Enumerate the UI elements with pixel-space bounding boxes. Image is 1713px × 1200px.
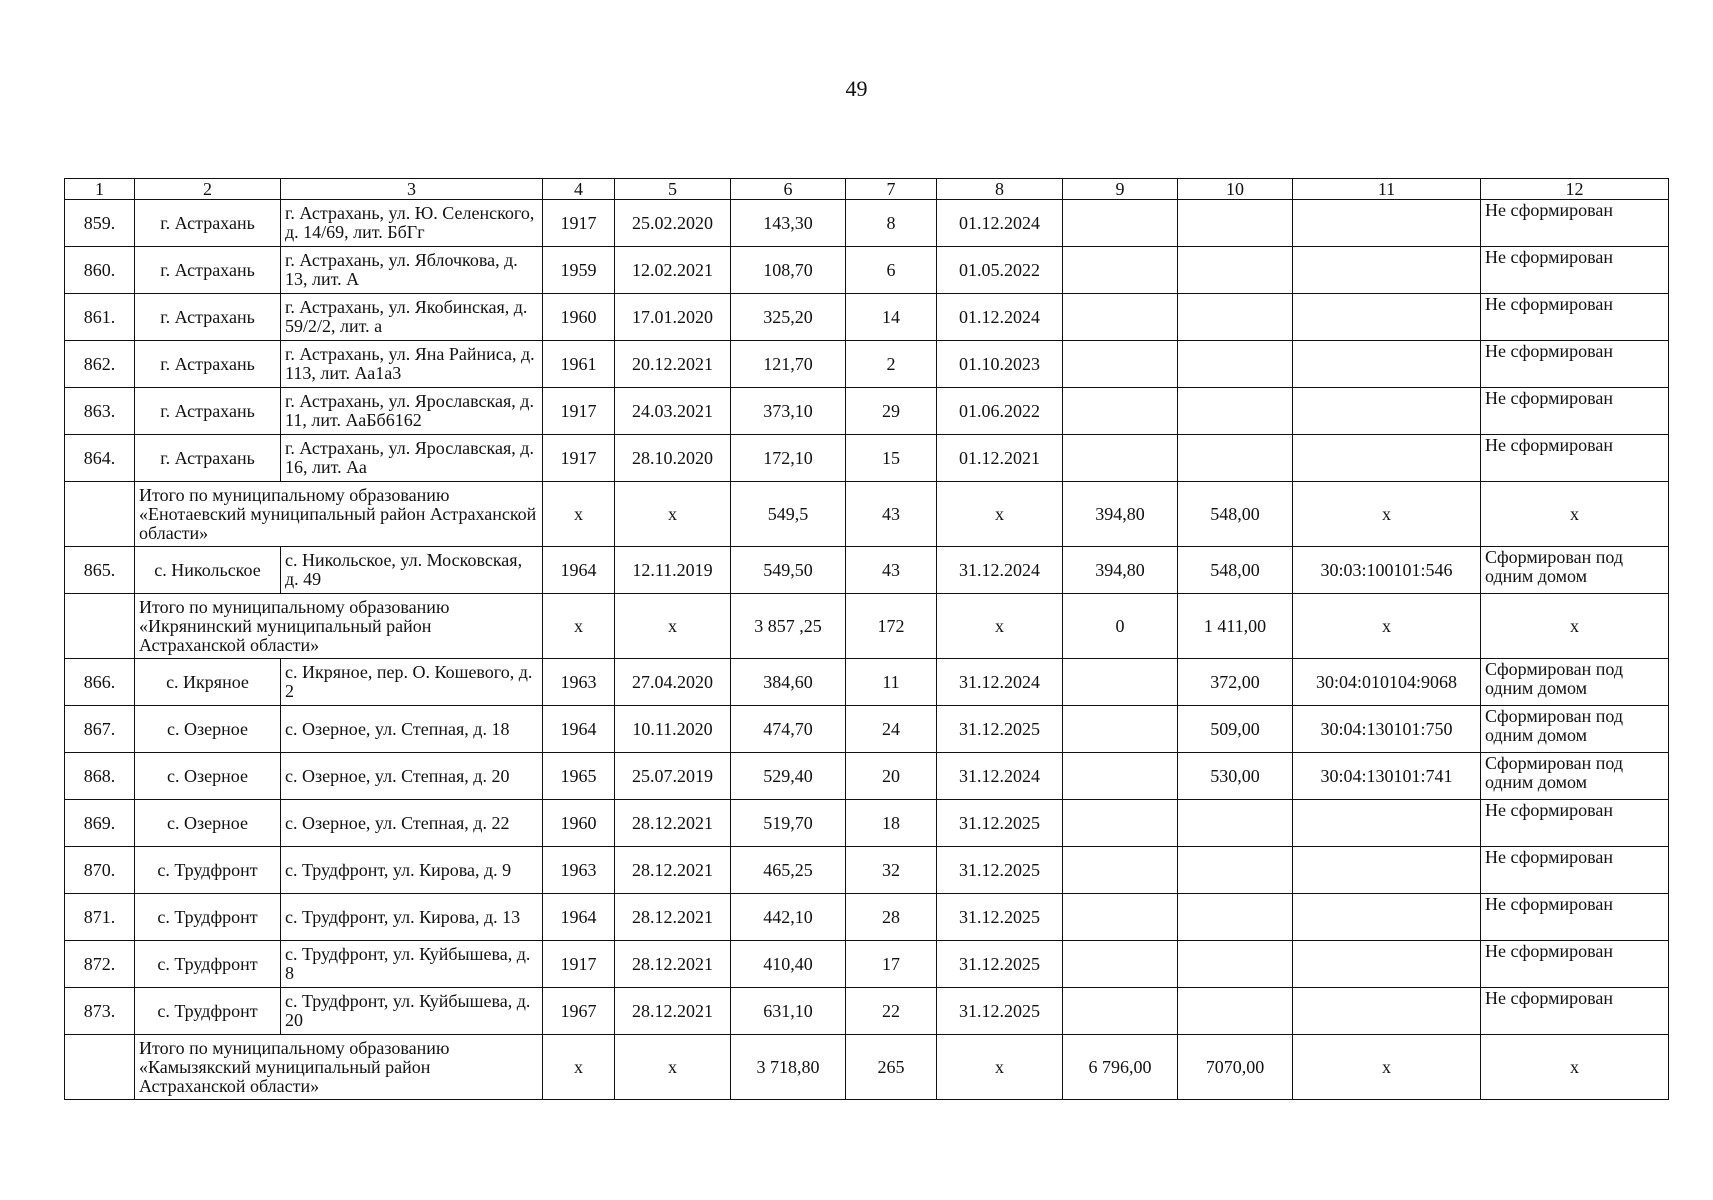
total-area: 143,30 (731, 200, 846, 247)
address: г. Астрахань, ул. Ярославская, д. 11, лит. АаБб6162 (281, 388, 543, 435)
total-area: 108,70 (731, 247, 846, 294)
settlement: с. Трудфронт (135, 988, 281, 1035)
survey-date: 25.02.2020 (615, 200, 731, 247)
address: с. Озерное, ул. Степная, д. 20 (281, 753, 543, 800)
column-header: 3 (281, 179, 543, 200)
row-number: 863. (65, 388, 135, 435)
subtotal-resettlement-date: х (937, 482, 1063, 547)
land-plot-status: Не сформирован (1481, 247, 1669, 294)
value-9: 394,80 (1063, 547, 1178, 594)
table-body (65, 200, 1669, 1100)
total-area: 549,50 (731, 547, 846, 594)
settlement: с. Икряное (135, 659, 281, 706)
value-9 (1063, 659, 1178, 706)
residents: 2 (846, 341, 937, 388)
column-header: 2 (135, 179, 281, 200)
column-header: 8 (937, 179, 1063, 200)
year-built: 1917 (543, 941, 615, 988)
resettlement-date: 31.12.2024 (937, 659, 1063, 706)
land-plot-status: Не сформирован (1481, 200, 1669, 247)
subtotal-cadastral-number: х (1293, 482, 1481, 547)
subtotal-row (65, 1035, 1669, 1100)
year-built: 1917 (543, 388, 615, 435)
row-number: 868. (65, 753, 135, 800)
settlement: с. Никольское (135, 547, 281, 594)
settlement: г. Астрахань (135, 200, 281, 247)
value-9 (1063, 341, 1178, 388)
subtotal-label: Итого по муниципальному образованию «Икрянинский муниципальный район Астраханской области» (135, 594, 543, 659)
resettlement-date: 31.12.2024 (937, 753, 1063, 800)
subtotal-residents: 43 (846, 482, 937, 547)
settlement: г. Астрахань (135, 435, 281, 482)
resettlement-date: 31.12.2024 (937, 547, 1063, 594)
value-10 (1178, 200, 1293, 247)
row-number: 870. (65, 847, 135, 894)
row-number: 867. (65, 706, 135, 753)
cadastral-number (1293, 435, 1481, 482)
resettlement-date: 01.12.2024 (937, 200, 1063, 247)
survey-date: 28.12.2021 (615, 941, 731, 988)
address: г. Астрахань, ул. Ю. Селенского, д. 14/69, лит. БбГг (281, 200, 543, 247)
table-row (65, 200, 1669, 247)
year-built: 1961 (543, 341, 615, 388)
column-header: 1 (65, 179, 135, 200)
value-10 (1178, 894, 1293, 941)
table-row (65, 800, 1669, 847)
settlement: с. Трудфронт (135, 847, 281, 894)
address: с. Икряное, пер. О. Кошевого, д. 2 (281, 659, 543, 706)
subtotal-resettlement-date: х (937, 1035, 1063, 1100)
table-row (65, 247, 1669, 294)
table-row (65, 894, 1669, 941)
cadastral-number (1293, 200, 1481, 247)
cadastral-number (1293, 388, 1481, 435)
residents: 17 (846, 941, 937, 988)
residents: 15 (846, 435, 937, 482)
total-area: 442,10 (731, 894, 846, 941)
address: г. Астрахань, ул. Яблочкова, д. 13, лит. А (281, 247, 543, 294)
cadastral-number: 30:04:130101:750 (1293, 706, 1481, 753)
year-built: 1960 (543, 294, 615, 341)
table-row (65, 941, 1669, 988)
settlement: г. Астрахань (135, 294, 281, 341)
land-plot-status: Не сформирован (1481, 435, 1669, 482)
table-row (65, 753, 1669, 800)
survey-date: 12.02.2021 (615, 247, 731, 294)
subtotal-value-9: 0 (1063, 594, 1178, 659)
address: с. Трудфронт, ул. Кирова, д. 9 (281, 847, 543, 894)
residents: 8 (846, 200, 937, 247)
value-10 (1178, 941, 1293, 988)
settlement: г. Астрахань (135, 388, 281, 435)
land-plot-status: Не сформирован (1481, 800, 1669, 847)
survey-date: 10.11.2020 (615, 706, 731, 753)
residents: 24 (846, 706, 937, 753)
value-9 (1063, 388, 1178, 435)
residents: 11 (846, 659, 937, 706)
survey-date: 28.12.2021 (615, 988, 731, 1035)
survey-date: 25.07.2019 (615, 753, 731, 800)
residents: 14 (846, 294, 937, 341)
settlement: с. Трудфронт (135, 941, 281, 988)
subtotal-year-built: х (543, 482, 615, 547)
cadastral-number: 30:04:010104:9068 (1293, 659, 1481, 706)
table-row (65, 988, 1669, 1035)
year-built: 1965 (543, 753, 615, 800)
total-area: 631,10 (731, 988, 846, 1035)
row-number: 866. (65, 659, 135, 706)
subtotal-cadastral-number: х (1293, 1035, 1481, 1100)
total-area: 410,40 (731, 941, 846, 988)
subtotal-label: Итого по муниципальному образованию «Енотаевский муниципальный район Астраханской области» (135, 482, 543, 547)
column-header: 11 (1293, 179, 1481, 200)
value-10 (1178, 388, 1293, 435)
land-plot-status: Сформирован под одним домом (1481, 753, 1669, 800)
address: г. Астрахань, ул. Яна Райниса, д. 113, лит. Аа1а3 (281, 341, 543, 388)
year-built: 1963 (543, 847, 615, 894)
row-number: 864. (65, 435, 135, 482)
residents: 43 (846, 547, 937, 594)
cadastral-number (1293, 894, 1481, 941)
survey-date: 12.11.2019 (615, 547, 731, 594)
subtotal-total-area: 3 718,80 (731, 1035, 846, 1100)
cadastral-number: 30:03:100101:546 (1293, 547, 1481, 594)
value-10: 530,00 (1178, 753, 1293, 800)
column-header: 10 (1178, 179, 1293, 200)
subtotal-value-10: 1 411,00 (1178, 594, 1293, 659)
land-plot-status: Не сформирован (1481, 341, 1669, 388)
column-header: 4 (543, 179, 615, 200)
column-header: 9 (1063, 179, 1178, 200)
value-10 (1178, 247, 1293, 294)
page-number: 49 (845, 76, 868, 101)
column-header: 7 (846, 179, 937, 200)
value-10: 372,00 (1178, 659, 1293, 706)
subtotal-value-10: 548,00 (1178, 482, 1293, 547)
subtotal-survey-date: х (615, 482, 731, 547)
cadastral-number (1293, 988, 1481, 1035)
total-area: 373,10 (731, 388, 846, 435)
settlement: с. Трудфронт (135, 894, 281, 941)
subtotal-land-plot-status: х (1481, 1035, 1669, 1100)
residents: 28 (846, 894, 937, 941)
table-row (65, 388, 1669, 435)
survey-date: 20.12.2021 (615, 341, 731, 388)
resettlement-date: 01.12.2021 (937, 435, 1063, 482)
value-9 (1063, 247, 1178, 294)
residents: 29 (846, 388, 937, 435)
subtotal-total-area: 3 857 ,25 (731, 594, 846, 659)
value-10: 509,00 (1178, 706, 1293, 753)
subtotal-value-10: 7070,00 (1178, 1035, 1293, 1100)
subtotal-residents: 265 (846, 1035, 937, 1100)
resettlement-date: 01.06.2022 (937, 388, 1063, 435)
survey-date: 28.12.2021 (615, 800, 731, 847)
cadastral-number (1293, 341, 1481, 388)
year-built: 1917 (543, 200, 615, 247)
value-10 (1178, 988, 1293, 1035)
subtotal-value-9: 6 796,00 (1063, 1035, 1178, 1100)
address: с. Трудфронт, ул. Куйбышева, д. 8 (281, 941, 543, 988)
row-number (65, 594, 135, 659)
value-9 (1063, 706, 1178, 753)
address: с. Озерное, ул. Степная, д. 22 (281, 800, 543, 847)
resettlement-date: 01.12.2024 (937, 294, 1063, 341)
total-area: 519,70 (731, 800, 846, 847)
total-area: 172,10 (731, 435, 846, 482)
survey-date: 24.03.2021 (615, 388, 731, 435)
cadastral-number: 30:04:130101:741 (1293, 753, 1481, 800)
table-row (65, 847, 1669, 894)
year-built: 1964 (543, 706, 615, 753)
row-number: 860. (65, 247, 135, 294)
row-number: 869. (65, 800, 135, 847)
total-area: 465,25 (731, 847, 846, 894)
address: г. Астрахань, ул. Ярославская, д. 16, лит. Аа (281, 435, 543, 482)
row-number: 859. (65, 200, 135, 247)
value-9 (1063, 200, 1178, 247)
survey-date: 28.12.2021 (615, 847, 731, 894)
address: с. Трудфронт, ул. Кирова, д. 13 (281, 894, 543, 941)
subtotal-land-plot-status: х (1481, 594, 1669, 659)
cadastral-number (1293, 247, 1481, 294)
address: с. Озерное, ул. Степная, д. 18 (281, 706, 543, 753)
resettlement-date: 01.10.2023 (937, 341, 1063, 388)
row-number: 873. (65, 988, 135, 1035)
row-number: 871. (65, 894, 135, 941)
year-built: 1964 (543, 547, 615, 594)
subtotal-label: Итого по муниципальному образованию «Камызякский муниципальный район Астраханской области» (135, 1035, 543, 1100)
column-header: 12 (1481, 179, 1669, 200)
resettlement-date: 31.12.2025 (937, 894, 1063, 941)
year-built: 1964 (543, 894, 615, 941)
settlement: с. Озерное (135, 753, 281, 800)
subtotal-total-area: 549,5 (731, 482, 846, 547)
land-plot-status: Не сформирован (1481, 988, 1669, 1035)
total-area: 474,70 (731, 706, 846, 753)
total-area: 325,20 (731, 294, 846, 341)
survey-date: 28.12.2021 (615, 894, 731, 941)
resettlement-date: 31.12.2025 (937, 988, 1063, 1035)
total-area: 529,40 (731, 753, 846, 800)
column-number-row (65, 179, 1669, 200)
land-plot-status: Не сформирован (1481, 941, 1669, 988)
resettlement-date: 31.12.2025 (937, 706, 1063, 753)
land-plot-status: Сформирован под одним домом (1481, 706, 1669, 753)
survey-date: 28.10.2020 (615, 435, 731, 482)
value-10 (1178, 341, 1293, 388)
land-plot-status: Не сформирован (1481, 294, 1669, 341)
address: с. Трудфронт, ул. Куйбышева, д. 20 (281, 988, 543, 1035)
total-area: 121,70 (731, 341, 846, 388)
subtotal-survey-date: х (615, 594, 731, 659)
value-9 (1063, 435, 1178, 482)
subtotal-resettlement-date: х (937, 594, 1063, 659)
cadastral-number (1293, 800, 1481, 847)
total-area: 384,60 (731, 659, 846, 706)
resettlement-date: 31.12.2025 (937, 800, 1063, 847)
value-10 (1178, 847, 1293, 894)
row-number: 865. (65, 547, 135, 594)
value-9 (1063, 847, 1178, 894)
value-10: 548,00 (1178, 547, 1293, 594)
cadastral-number (1293, 847, 1481, 894)
resettlement-date: 31.12.2025 (937, 941, 1063, 988)
row-number: 872. (65, 941, 135, 988)
land-plot-status: Сформирован под одним домом (1481, 659, 1669, 706)
subtotal-year-built: х (543, 1035, 615, 1100)
settlement: с. Озерное (135, 706, 281, 753)
row-number (65, 1035, 135, 1100)
value-10 (1178, 294, 1293, 341)
residents: 18 (846, 800, 937, 847)
year-built: 1967 (543, 988, 615, 1035)
value-9 (1063, 894, 1178, 941)
residents: 22 (846, 988, 937, 1035)
row-number: 862. (65, 341, 135, 388)
row-number (65, 482, 135, 547)
value-9 (1063, 988, 1178, 1035)
land-plot-status: Не сформирован (1481, 847, 1669, 894)
cadastral-number (1293, 941, 1481, 988)
table-row (65, 294, 1669, 341)
resettlement-date: 01.05.2022 (937, 247, 1063, 294)
survey-date: 27.04.2020 (615, 659, 731, 706)
settlement: г. Астрахань (135, 247, 281, 294)
subtotal-survey-date: х (615, 1035, 731, 1100)
subtotal-cadastral-number: х (1293, 594, 1481, 659)
table-row (65, 435, 1669, 482)
value-10 (1178, 800, 1293, 847)
column-header: 5 (615, 179, 731, 200)
address: с. Никольское, ул. Московская, д. 49 (281, 547, 543, 594)
table-row (65, 341, 1669, 388)
column-header: 6 (731, 179, 846, 200)
subtotal-land-plot-status: х (1481, 482, 1669, 547)
year-built: 1963 (543, 659, 615, 706)
subtotal-row (65, 482, 1669, 547)
value-9 (1063, 753, 1178, 800)
subtotal-year-built: х (543, 594, 615, 659)
survey-date: 17.01.2020 (615, 294, 731, 341)
subtotal-value-9: 394,80 (1063, 482, 1178, 547)
table-row (65, 706, 1669, 753)
resettlement-date: 31.12.2025 (937, 847, 1063, 894)
land-plot-status: Сформирован под одним домом (1481, 547, 1669, 594)
subtotal-row (65, 594, 1669, 659)
residents: 20 (846, 753, 937, 800)
land-plot-status: Не сформирован (1481, 388, 1669, 435)
address: г. Астрахань, ул. Якобинская, д. 59/2/2, лит. а (281, 294, 543, 341)
housing-registry-table (64, 178, 1669, 1100)
year-built: 1960 (543, 800, 615, 847)
value-9 (1063, 800, 1178, 847)
row-number: 861. (65, 294, 135, 341)
land-plot-status: Не сформирован (1481, 894, 1669, 941)
year-built: 1959 (543, 247, 615, 294)
residents: 6 (846, 247, 937, 294)
table-row (65, 547, 1669, 594)
subtotal-residents: 172 (846, 594, 937, 659)
year-built: 1917 (543, 435, 615, 482)
value-9 (1063, 941, 1178, 988)
residents: 32 (846, 847, 937, 894)
settlement: с. Озерное (135, 800, 281, 847)
table-row (65, 659, 1669, 706)
settlement: г. Астрахань (135, 341, 281, 388)
value-10 (1178, 435, 1293, 482)
value-9 (1063, 294, 1178, 341)
cadastral-number (1293, 294, 1481, 341)
